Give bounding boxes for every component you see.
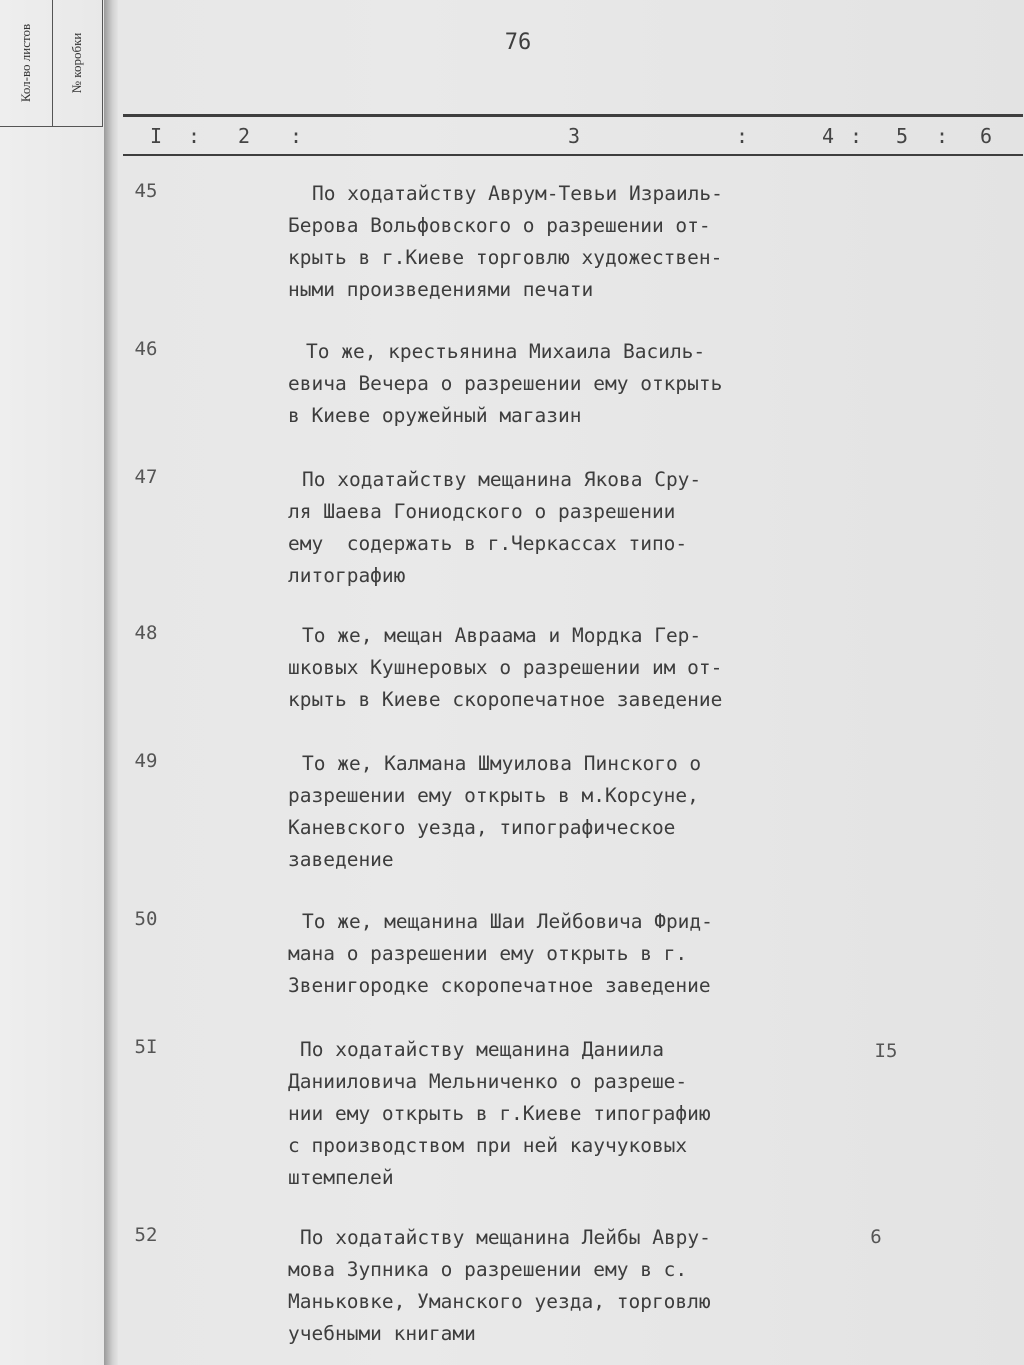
column-header-6: 6 xyxy=(980,124,993,148)
column-header-2: 2 xyxy=(238,124,251,148)
entry-description: То же, Калмана Шмуилова Пинского о разрешении ему открыть в м.Корсуне, Каневского уезда, типографическое заведение xyxy=(288,752,702,871)
entry-number: 5I xyxy=(134,1036,158,1058)
page-fold-shadow xyxy=(104,0,118,1365)
column-separator: : xyxy=(188,124,201,148)
entry-description: То же, крестьянина Михаила Василь- евича Вечера о разрешении ему открыть в Киеве оружейный магазин xyxy=(288,340,723,427)
page-number: 76 xyxy=(504,30,532,55)
entry-description: По ходатайству мещанина Лейбы Авру- мова Зупника о разрешении ему в с. Маньковке, Уманского уезда, торговлю учебными книгами xyxy=(288,1226,711,1345)
header-rule-bottom xyxy=(123,154,1023,156)
header-rule-top xyxy=(123,114,1023,117)
column-separator: : xyxy=(736,124,749,148)
column-header-1: I xyxy=(150,124,163,148)
entry-number: 49 xyxy=(134,750,158,772)
column-separator: : xyxy=(290,124,303,148)
entry-sheet-count: I5 xyxy=(874,1040,898,1062)
entry-number: 47 xyxy=(134,466,158,488)
column-header-3: 3 xyxy=(568,124,581,148)
column-header-4: 4 xyxy=(822,124,835,148)
entry-number: 46 xyxy=(134,338,158,360)
margin-header-box-number xyxy=(52,0,103,127)
entry-description: По ходатайству мещанина Даниила Данииловича Мельниченко о разреше- нии ему открыть в г.Киеве типографию с производством при ней каучуковых штемпелей xyxy=(288,1038,711,1189)
entry-number: 50 xyxy=(134,908,158,930)
entry-sheet-count: 6 xyxy=(870,1226,882,1248)
entry-description: По ходатайству Аврум-Тевьи Израиль- Берова Вольфовского о разрешении от- крыть в г.Киеве торговлю художествен- ными произведениями печати xyxy=(288,182,723,301)
entry-number: 48 xyxy=(134,622,158,644)
entry-number: 45 xyxy=(134,180,158,202)
column-separator: : xyxy=(936,124,949,148)
entry-description: То же, мещан Авраама и Мордка Гер- шковых Кушнеровых о разрешении им от- крыть в Киеве скоропечатное заведение xyxy=(288,624,723,711)
entry-description: По ходатайству мещанина Якова Сру- ля Шаева Гониодского о разрешении ему содержать в г.Черкассах типо- литографию xyxy=(288,468,702,587)
entry-description: То же, мещанина Шаи Лейбовича Фрид- мана о разрешении ему открыть в г. Звенигородке скоропечатное заведение xyxy=(288,910,713,997)
left-margin-strip xyxy=(0,0,111,1365)
column-separator: : xyxy=(850,124,863,148)
margin-header-sheet-count-label: Кол-во листов xyxy=(18,23,33,103)
margin-header-box-number-label: № коробки xyxy=(69,32,84,94)
entry-number: 52 xyxy=(134,1224,158,1246)
margin-header-sheet-count xyxy=(0,0,53,127)
column-header-5: 5 xyxy=(896,124,909,148)
